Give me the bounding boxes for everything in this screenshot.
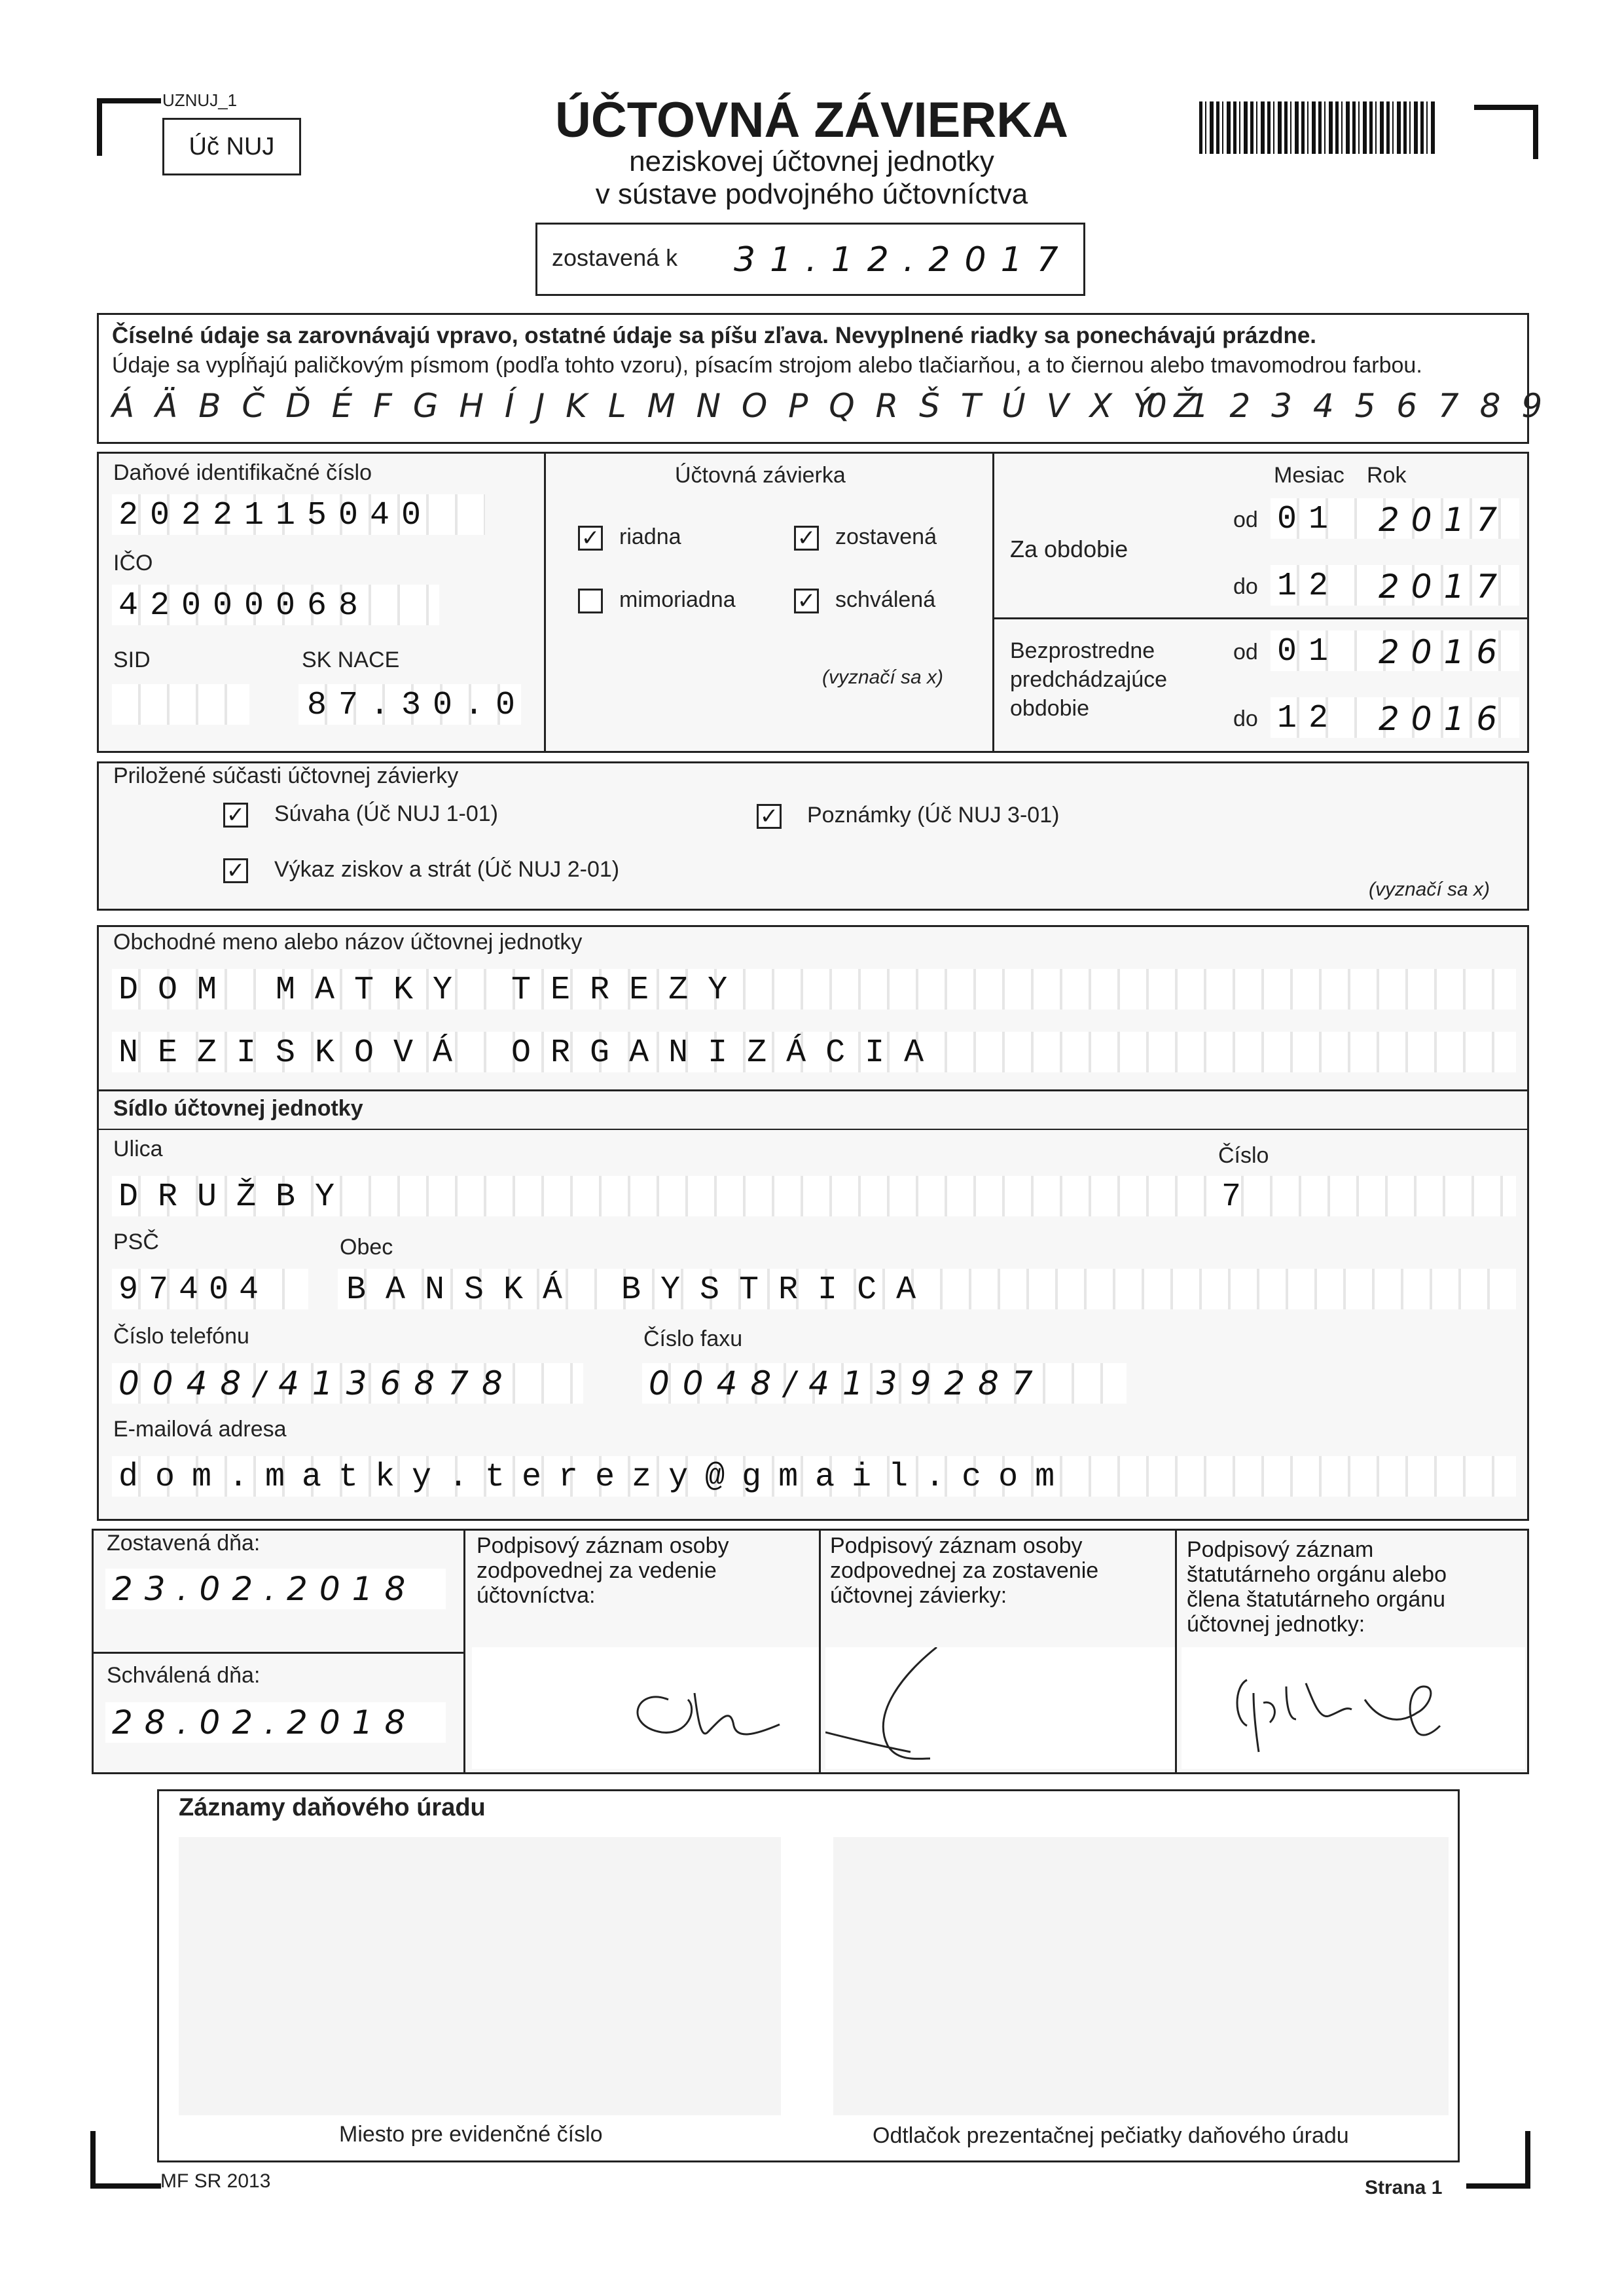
divider bbox=[99, 1089, 1527, 1091]
sig3-label: Podpisový záznam štatutárneho orgánu alebo člena štatutárneho orgánu účtovnej jednotky: bbox=[1187, 1537, 1447, 1637]
divider bbox=[544, 454, 546, 751]
city-value: BANSKÁ BYSTRICA bbox=[346, 1271, 936, 1309]
approved-on-label: Schválená dňa: bbox=[107, 1663, 261, 1688]
poznamky-checkbox[interactable]: ✓ bbox=[757, 804, 782, 829]
previous-from-label: od bbox=[1233, 640, 1258, 665]
ico-value: 42000068 bbox=[118, 587, 370, 625]
corner-mark-top-left bbox=[97, 98, 161, 156]
suvaha-checkbox[interactable]: ✓ bbox=[223, 803, 248, 828]
zostavena-checkbox[interactable]: ✓ bbox=[794, 526, 819, 551]
current-to-month: 12 bbox=[1277, 568, 1341, 605]
corner-mark-bottom-left bbox=[90, 2131, 161, 2189]
riadna-checkbox[interactable]: ✓ bbox=[578, 526, 603, 551]
identity-section bbox=[97, 452, 1529, 753]
previous-period-label-3: obdobie bbox=[1010, 696, 1090, 721]
compiled-date-box bbox=[535, 223, 1085, 296]
divider bbox=[1175, 1531, 1177, 1772]
email-value: dom.matky.terezy@gmail.com bbox=[118, 1459, 1072, 1496]
street-value: DRUŽBY bbox=[118, 1178, 355, 1216]
sid-cells bbox=[112, 684, 249, 725]
sid-label: SID bbox=[113, 647, 151, 672]
current-to-year: 2017 bbox=[1379, 568, 1509, 606]
riadna-label: riadna bbox=[619, 524, 681, 549]
email-label: E-mailová adresa bbox=[113, 1417, 287, 1442]
attachments-section bbox=[97, 761, 1529, 911]
statement-type-note: (vyznačí sa x) bbox=[822, 666, 944, 688]
divider bbox=[463, 1531, 465, 1772]
corner-mark-top-right bbox=[1474, 105, 1538, 159]
dic-label: Daňové identifikačné číslo bbox=[113, 460, 372, 485]
compiled-on-value: 23.02.2018 bbox=[112, 1570, 418, 1608]
tax-office-heading: Záznamy daňového úradu bbox=[179, 1794, 486, 1821]
sig1-area[interactable] bbox=[472, 1647, 819, 1769]
sig2-label: Podpisový záznam osoby zodpovednej za zostavenie účtovnej závierky: bbox=[830, 1533, 1099, 1608]
psc-label: PSČ bbox=[113, 1230, 159, 1254]
previous-period-label-1: Bezprostredne bbox=[1010, 638, 1155, 663]
form-id: Úč NUJ bbox=[189, 133, 275, 160]
entity-section bbox=[97, 925, 1529, 1521]
fax-label: Číslo faxu bbox=[643, 1326, 743, 1351]
attachments-note: (vyznačí sa x) bbox=[1369, 879, 1490, 900]
seat-heading: Sídlo účtovnej jednotky bbox=[113, 1096, 363, 1121]
number-label: Číslo bbox=[1218, 1143, 1269, 1168]
sample-digits: 0 1 2 3 4 5 6 7 8 9 bbox=[1146, 387, 1548, 425]
registration-number-area bbox=[179, 1837, 781, 2115]
divider bbox=[99, 1129, 1527, 1130]
month-header: Mesiac bbox=[1274, 463, 1344, 488]
form-id-box bbox=[162, 118, 301, 175]
stamp-caption: Odtlačok prezentačnej pečiatky daňového úradu bbox=[873, 2123, 1349, 2148]
registration-number-caption: Miesto pre evidenčné číslo bbox=[339, 2122, 603, 2147]
fax-value: 0048/4139287 bbox=[649, 1364, 1046, 1402]
vykaz-checkbox[interactable]: ✓ bbox=[223, 858, 248, 883]
signature-3 bbox=[1182, 1647, 1525, 1769]
number-cells bbox=[1215, 1176, 1516, 1216]
entity-name-label: Obchodné meno alebo názov účtovnej jednotky bbox=[113, 930, 583, 955]
previous-period-label-2: predchádzajúce bbox=[1010, 667, 1168, 692]
barcode bbox=[1199, 101, 1435, 154]
current-from-month: 01 bbox=[1277, 501, 1341, 538]
sig3-area[interactable] bbox=[1182, 1647, 1525, 1769]
street-label: Ulica bbox=[113, 1137, 163, 1161]
ico-label: IČO bbox=[113, 551, 153, 575]
stamp-area bbox=[833, 1837, 1449, 2115]
instructions-box bbox=[97, 313, 1548, 444]
phone-value: 0048/4136878 bbox=[118, 1364, 516, 1402]
dic-value: 2022115040 bbox=[118, 497, 433, 534]
previous-to-year: 2016 bbox=[1379, 700, 1509, 738]
previous-from-year: 2016 bbox=[1379, 633, 1509, 671]
divider bbox=[992, 454, 994, 751]
city-label: Obec bbox=[340, 1235, 393, 1260]
signature-2 bbox=[825, 1647, 1176, 1769]
signature-1 bbox=[472, 1647, 819, 1769]
schvalena-label: schválená bbox=[835, 587, 936, 612]
sig1-label: Podpisový záznam osoby zodpovednej za vedenie účtovníctva: bbox=[477, 1533, 729, 1608]
schvalena-checkbox[interactable]: ✓ bbox=[794, 589, 819, 613]
zostavena-label: zostavená bbox=[835, 524, 937, 549]
current-from-label: od bbox=[1233, 507, 1258, 532]
corner-mark-bottom-right bbox=[1466, 2131, 1530, 2189]
phone-label: Číslo telefónu bbox=[113, 1324, 249, 1349]
previous-to-month: 12 bbox=[1277, 700, 1341, 737]
statement-type-heading: Účtovná závierka bbox=[675, 463, 846, 488]
year-header: Rok bbox=[1367, 463, 1407, 488]
sknace-label: SK NACE bbox=[302, 647, 400, 672]
entity-name-line1: DOM MATKY TEREZY bbox=[118, 972, 748, 1009]
page-subtitle-2: v sústave podvojného účtovníctva bbox=[595, 178, 1028, 210]
page-title: ÚČTOVNÁ ZÁVIERKA bbox=[555, 92, 1068, 148]
mimoriadna-checkbox[interactable] bbox=[578, 589, 603, 613]
entity-name-line2: NEZISKOVÁ ORGANIZÁCIA bbox=[118, 1034, 944, 1072]
previous-to-label: do bbox=[1233, 706, 1258, 731]
tax-office-section bbox=[157, 1789, 1460, 2162]
sample-letters: Á Ä B Č Ď É F G H Í J K L M N O P Q R Š T Ú V X Ý Ž bbox=[112, 387, 1202, 425]
approved-on-value: 28.02.2018 bbox=[112, 1704, 418, 1741]
poznamky-label: Poznámky (Úč NUJ 3-01) bbox=[807, 803, 1060, 828]
vykaz-label: Výkaz ziskov a strát (Úč NUJ 2-01) bbox=[274, 857, 620, 882]
form-code: UZNUJ_1 bbox=[162, 90, 238, 110]
compiled-label: zostavená k bbox=[552, 244, 678, 271]
page-number: Strana 1 bbox=[1365, 2177, 1443, 2198]
compiled-on-label: Zostavená dňa: bbox=[107, 1531, 261, 1556]
previous-from-month: 01 bbox=[1277, 633, 1341, 670]
page-subtitle-1: neziskovej účtovnej jednotky bbox=[629, 145, 994, 177]
compiled-date: 31.12.2017 bbox=[734, 240, 1073, 280]
mimoriadna-label: mimoriadna bbox=[619, 587, 736, 612]
sig2-area[interactable] bbox=[825, 1647, 1176, 1769]
divider bbox=[819, 1531, 821, 1772]
instructions-line1: Číselné údaje sa zarovnávajú vpravo, ostatné údaje sa píšu zľava. Nevyplnené riadky sa ponechávajú prázdne. bbox=[112, 323, 1317, 348]
psc-value: 97404 bbox=[118, 1271, 270, 1309]
signatures-section bbox=[92, 1529, 1529, 1774]
number-value: 7 bbox=[1221, 1178, 1254, 1216]
footer-left: MF SR 2013 bbox=[160, 2170, 271, 2192]
sknace-value: 87.30.0 bbox=[307, 687, 528, 724]
current-to-label: do bbox=[1233, 574, 1258, 599]
current-from-year: 2017 bbox=[1379, 501, 1509, 539]
current-period-label: Za obdobie bbox=[1010, 536, 1128, 562]
divider bbox=[94, 1652, 463, 1654]
instructions-line2: Údaje sa vypĺňajú paličkovým písmom (podľa tohto vzoru), písacím strojom alebo tlačiarňou, a to čiernou alebo tmavomodrou farbou. bbox=[112, 353, 1422, 378]
suvaha-label: Súvaha (Úč NUJ 1-01) bbox=[274, 801, 499, 826]
attachments-heading: Priložené súčasti účtovnej závierky bbox=[113, 763, 459, 788]
divider bbox=[992, 617, 1529, 619]
